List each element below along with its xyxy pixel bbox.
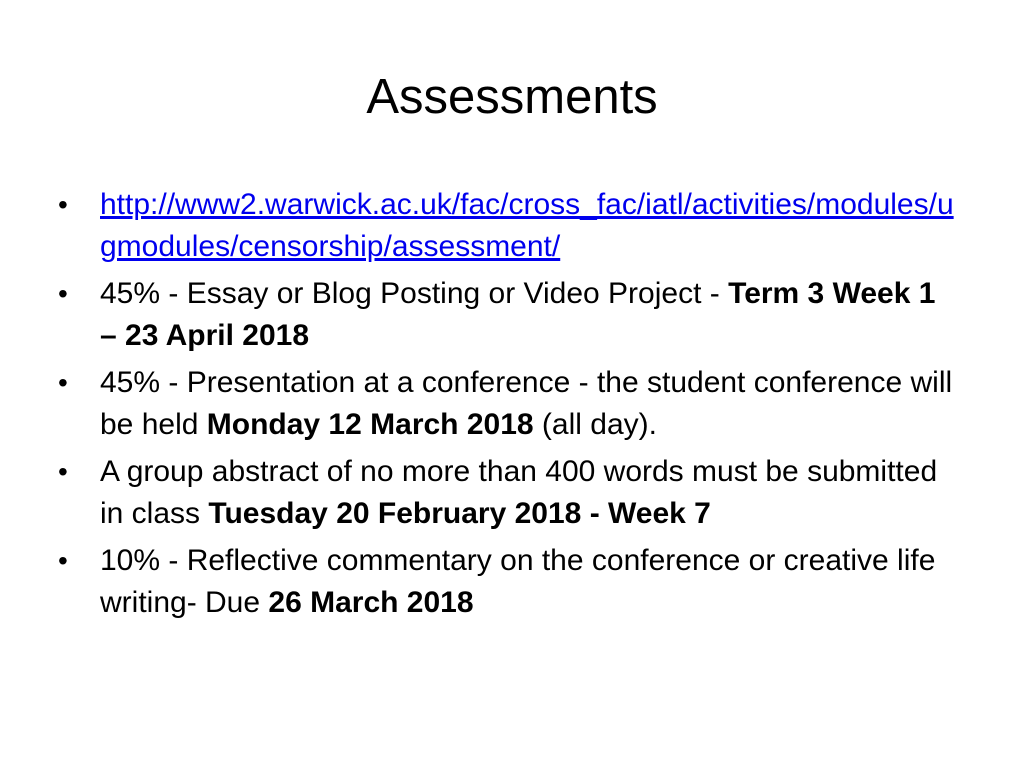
bullet-plain-text: A group abstract of no more than 400 words must be submitted in class — [100, 455, 938, 530]
bullet-item-link — [58, 184, 958, 268]
bullet-item-presentation — [58, 362, 958, 446]
bullet-trailing-text: (all day). — [533, 408, 657, 441]
bullet-icon: • — [58, 456, 68, 487]
bullet-text — [100, 277, 935, 352]
bullet-plain-text: 10% - Reflective commentary on the conference or creative life writing- Due — [100, 544, 936, 619]
bullet-text — [100, 455, 937, 530]
bullet-text — [100, 188, 954, 263]
bullet-item-abstract — [58, 451, 958, 535]
bullet-item-commentary — [58, 540, 958, 624]
bullet-item-essay — [58, 273, 958, 357]
bullet-text — [100, 544, 935, 619]
bullet-list — [58, 184, 958, 629]
bullet-text — [100, 366, 952, 441]
slide-title: Assessments — [366, 70, 658, 124]
bullet-bold-date: 26 March 2018 — [268, 586, 474, 619]
assessment-link[interactable]: http://www2.warwick.ac.uk/fac/cross_fac/iatl/activities/modules/ugmodules/censorship/assessment/ — [100, 188, 954, 263]
bullet-icon: • — [58, 189, 68, 220]
bullet-icon: • — [58, 278, 68, 309]
bullet-icon: • — [58, 367, 68, 398]
bullet-bold-date: Term 3 Week 1 – 23 April 2018 — [100, 277, 936, 352]
bullet-bold-date: Tuesday 20 February 2018 - Week 7 — [208, 497, 711, 530]
bullet-icon: • — [58, 545, 68, 576]
bullet-bold-date: Monday 12 March 2018 — [206, 408, 534, 441]
bullet-plain-text: 45% - Essay or Blog Posting or Video Project - — [100, 277, 729, 310]
bullet-plain-text: 45% - Presentation at a conference - the student conference will be held — [100, 366, 953, 441]
